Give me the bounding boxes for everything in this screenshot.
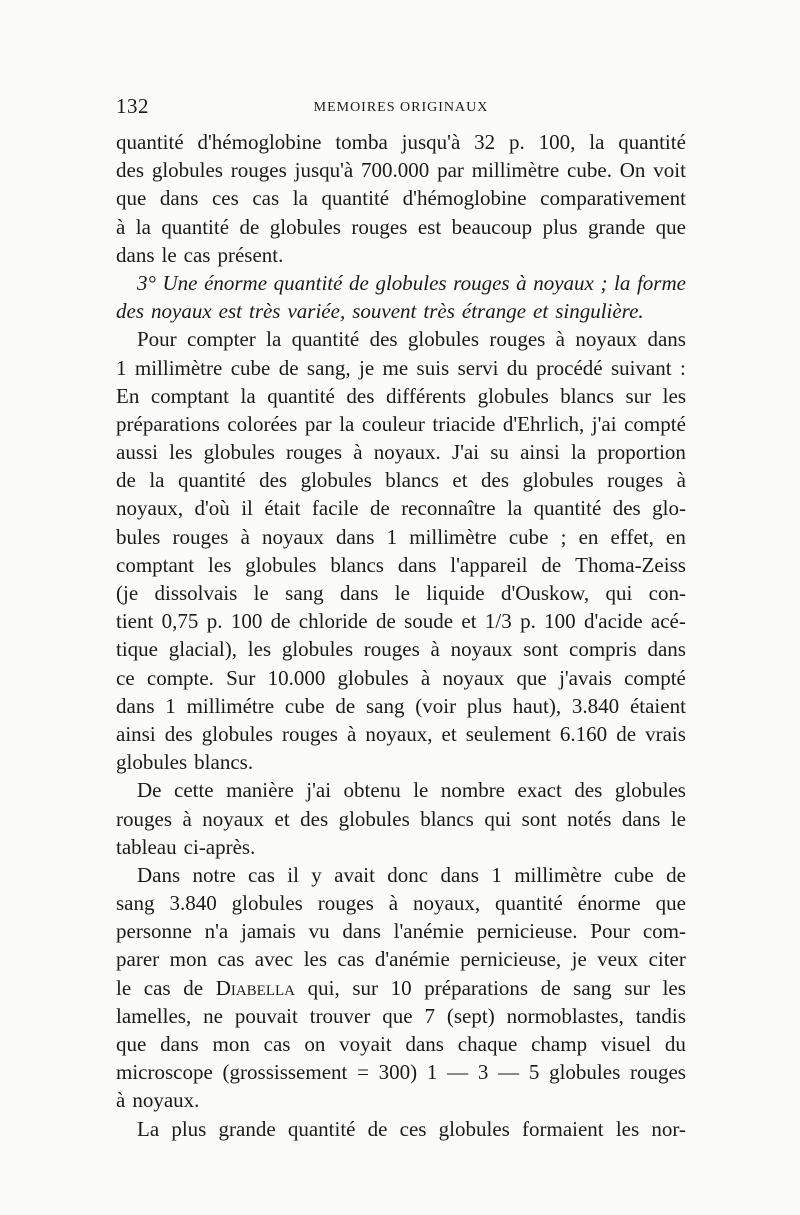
text-line: comptant les globules blancs dans l'appareil de Thoma-Zeiss [116,552,686,577]
text-line: 1 millimètre cube de sang, je me suis servi du procédé suivant : [116,355,686,380]
running-title: MEMOIRES ORIGINAUX [313,100,489,115]
text-line: ainsi des globules rouges à noyaux, et seulement 6.160 de vrais [116,721,686,746]
text-line: tique glacial), les globules rouges à noyaux sont compris dans [116,637,686,662]
text-line: ce compte. Sur 10.000 globules à noyaux que j'avais compté [116,665,686,690]
text-line: La plus grande quantité de ces globules formaient les nor- [137,1116,686,1141]
text-line: à la quantité de globules rouges est beaucoup plus grande que [116,214,686,239]
text-line: quantité d'hémoglobine tomba jusqu'à 32 p. 100, la quantité [116,130,686,154]
running-head [116,94,686,124]
text-line: noyaux, d'où il était facile de reconnaître la quantité des glo- [116,496,686,521]
text-line: personne n'a jamais vu dans l'anémie pernicieuse. Pour com- [116,919,686,944]
text-line: En comptant la quantité des différents globules blancs sur les [116,383,686,408]
body-text [116,128,686,1143]
text-line: sang 3.840 globules rouges à noyaux, quantité énorme que [116,891,686,916]
text-line: dans 1 millimétre cube de sang (voir plus haut), 3.840 étaient [116,693,686,718]
text-line: Pour compter la quantité des globules rouges à noyaux dans [137,327,686,352]
text-line: lamelles, ne pouvait trouver que 7 (sept) normoblastes, tandis [116,1003,686,1028]
text-line: 3° Une énorme quantité de globules rouges à noyaux ; la forme [137,270,686,295]
text-line: microscope (grossissement = 300) 1 — 3 — 5 globules rouges [116,1060,686,1085]
text-line: le cas de Diabella qui, sur 10 préparations de sang sur les [116,975,686,1000]
text-line: (je dissolvais le sang dans le liquide d'Ouskow, qui con- [116,581,686,605]
text-line: De cette manière j'ai obtenu le nombre exact des globules [137,778,686,803]
text-line: Dans notre cas il y avait donc dans 1 millimètre cube de [137,862,686,887]
text-line: bules rouges à noyaux dans 1 millimètre cube ; en effet, en [116,524,686,549]
text-line: dans le cas présent. [116,242,284,267]
text-line: de la quantité des globules blancs et des globules rouges à [116,468,686,493]
text-line: globules blancs. [116,750,254,775]
text-line: tableau ci-après. [116,834,256,859]
text-line: des noyaux est très variée, souvent très étrange et singulière. [116,299,644,324]
text-line: rouges à noyaux et des globules blancs qui sont notés dans le [116,806,686,831]
text-line: parer mon cas avec les cas d'anémie pernicieuse, je veux citer [116,947,686,972]
page-number: 132 [116,94,149,118]
text-line: tient 0,75 p. 100 de chloride de soude et 1/3 p. 100 d'acide acé- [116,609,686,634]
text-line: que dans mon cas on voyait dans chaque champ visuel du [116,1032,686,1056]
text-line: à noyaux. [116,1088,200,1113]
text-line: aussi les globules rouges à noyaux. J'ai su ainsi la proportion [116,440,686,465]
text-line: préparations colorées par la couleur triacide d'Ehrlich, j'ai compté [116,411,686,436]
text-line: que dans ces cas la quantité d'hémoglobine comparativement [116,186,686,211]
text-line: des globules rouges jusqu'à 700.000 par millimètre cube. On voit [116,158,686,183]
